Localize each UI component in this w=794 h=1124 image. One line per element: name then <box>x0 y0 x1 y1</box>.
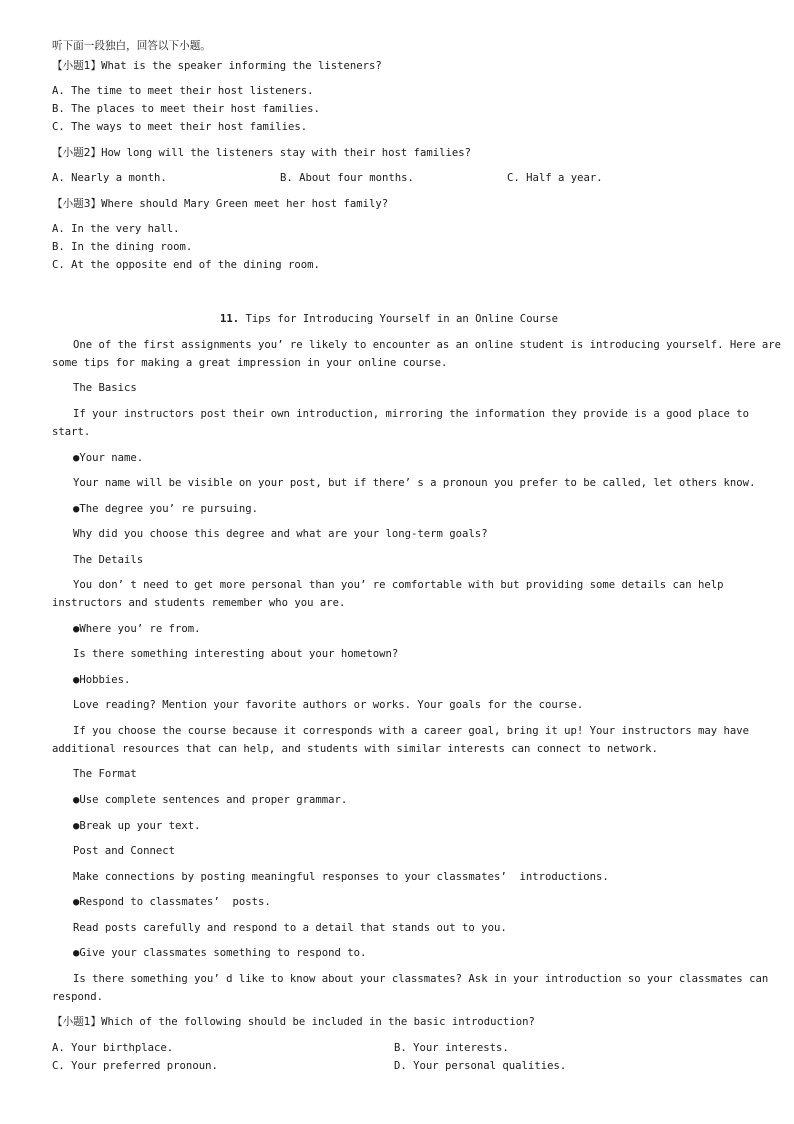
question-tag: 【小题1】 <box>52 60 102 72</box>
option-a: A. Nearly a month. <box>52 172 167 184</box>
bullet-item: ●The degree you’ re pursuing. <box>73 503 258 515</box>
bullet-item: ●Break up your text. <box>73 820 201 832</box>
paragraph-line: Love reading? Mention your favorite authors or works. Your goals for the course. <box>73 699 584 711</box>
bullet-item: ●Hobbies. <box>73 674 131 686</box>
passage-title-text: Tips for Introducing Yourself in an Online Course <box>245 313 559 325</box>
paragraph-line: You don’ t need to get more personal than you’ re comfortable with but providing some details can help <box>73 579 724 591</box>
option-a: A. The time to meet their host listeners. <box>52 85 314 97</box>
paragraph-line: Why did you choose this degree and what are your long-term goals? <box>73 528 488 540</box>
paragraph-line: Your name will be visible on your post, but if there’ s a pronoun you prefer to be called, let others know. <box>73 477 756 489</box>
paragraph-line: respond. <box>52 991 104 1003</box>
listening-question-3 <box>52 198 388 211</box>
reading-question-1 <box>52 1016 535 1029</box>
paragraph-line: If you choose the course because it corresponds with a career goal, bring it up! Your instructors may have <box>73 725 750 737</box>
paragraph-line: additional resources that can help, and students with similar interests can connect to network. <box>52 743 658 755</box>
option-c: C. At the opposite end of the dining room. <box>52 259 320 271</box>
option-d: D. Your personal qualities. <box>394 1060 567 1072</box>
paragraph-line: Make connections by posting meaningful responses to your classmates’ introductions. <box>73 871 609 883</box>
listening-question-2 <box>52 147 471 160</box>
option-b: B. The places to meet their host families. <box>52 103 320 115</box>
option-a: A. In the very hall. <box>52 223 180 235</box>
question-text: How long will the listeners stay with their host families? <box>101 147 472 159</box>
paragraph-line: instructors and students remember who you are. <box>52 597 346 609</box>
question-text: What is the speaker informing the listeners? <box>101 60 382 72</box>
question-text: Where should Mary Green meet her host family? <box>101 198 389 210</box>
paragraph-line: Is there something interesting about your hometown? <box>73 648 399 660</box>
paragraph-line: Read posts carefully and respond to a detail that stands out to you. <box>73 922 507 934</box>
section-heading: The Details <box>73 554 144 566</box>
paragraph-line: If your instructors post their own introduction, mirroring the information they provide is a good place to <box>73 408 750 420</box>
option-b: B. In the dining room. <box>52 241 193 253</box>
option-c: C. The ways to meet their host families. <box>52 121 308 133</box>
question-tag: 【小题2】 <box>52 147 102 159</box>
option-a: A. Your birthplace. <box>52 1042 174 1054</box>
paragraph-line: Is there something you’ d like to know about your classmates? Ask in your introduction so your classmates can <box>73 973 769 985</box>
paragraph-line: some tips for making a great impression in your online course. <box>52 357 448 369</box>
bullet-item: ●Respond to classmates’ posts. <box>73 896 271 908</box>
listening-question-1 <box>52 60 382 73</box>
passage-number: 11. <box>220 313 240 325</box>
bullet-item: ●Where you’ re from. <box>73 623 201 635</box>
bullet-item: ●Give your classmates something to respond to. <box>73 947 367 959</box>
section-heading: Post and Connect <box>73 845 176 857</box>
bullet-item: ●Your name. <box>73 452 144 464</box>
paragraph-line: One of the first assignments you’ re likely to encounter as an online student is introducing yourself. Here are <box>73 339 781 351</box>
question-tag: 【小题3】 <box>52 198 102 210</box>
option-b: B. About four months. <box>280 172 414 184</box>
paragraph-line: start. <box>52 426 91 438</box>
passage-title <box>220 313 558 326</box>
bullet-item: ●Use complete sentences and proper grammar. <box>73 794 348 806</box>
question-text: Which of the following should be included in the basic introduction? <box>101 1016 535 1028</box>
listening-intro: 听下面一段独白，回答以下小题。 <box>52 40 211 52</box>
question-tag: 【小题1】 <box>52 1016 102 1028</box>
option-b: B. Your interests. <box>394 1042 509 1054</box>
option-c: C. Your preferred pronoun. <box>52 1060 218 1072</box>
option-c: C. Half a year. <box>507 172 603 184</box>
section-heading: The Basics <box>73 382 137 394</box>
section-heading: The Format <box>73 768 137 780</box>
